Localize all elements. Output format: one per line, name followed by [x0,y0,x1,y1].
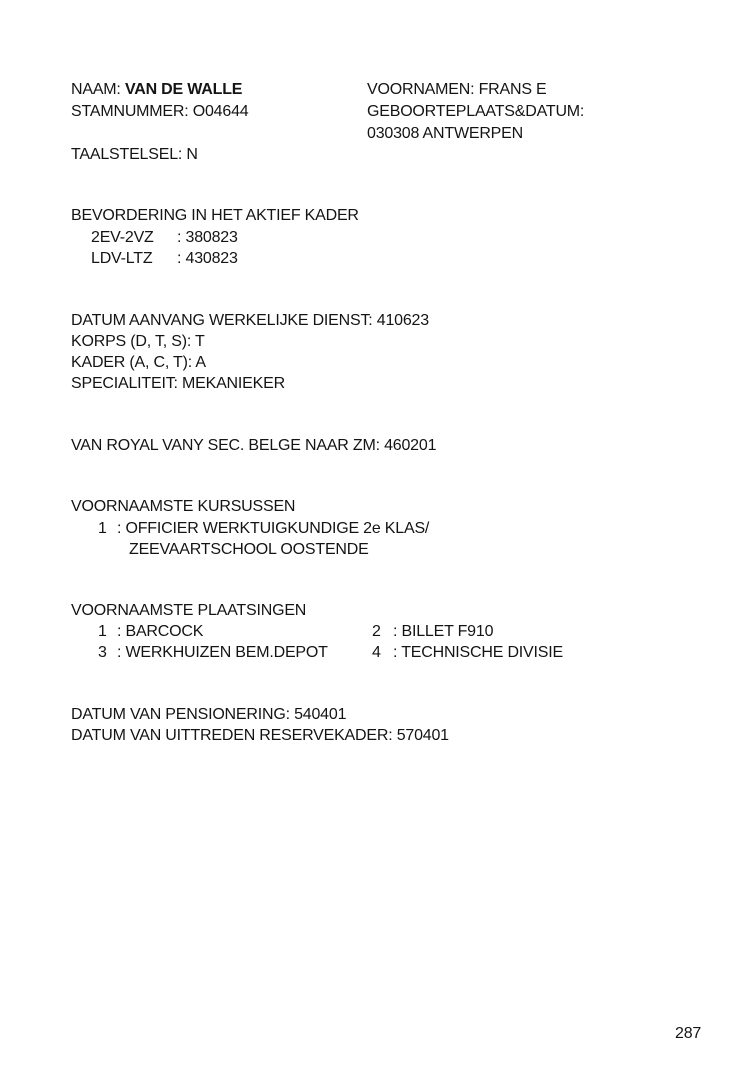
aanvang-dienst: DATUM AANVANG WERKELIJKE DIENST: 410623 [71,312,429,329]
kader: KADER (A, C, T): A [71,354,206,371]
bevordering-rank-1: 2EV-2VZ [91,229,154,246]
taalstelsel: TAALSTELSEL: N [71,146,198,163]
kursus-line-2: ZEEVAARTSCHOOL OOSTENDE [129,541,369,558]
korps: KORPS (D, T, S): T [71,333,205,350]
kursus-num-1: 1 [98,520,107,537]
plaatsing-text-4: : TECHNISCHE DIVISIE [393,644,563,661]
pensionering: DATUM VAN PENSIONERING: 540401 [71,706,347,723]
geboorte-value: 030308 ANTWERPEN [367,125,523,142]
stamnummer: STAMNUMMER: O04644 [71,103,249,120]
name-label: NAAM: [71,81,121,98]
voornamen: VOORNAMEN: FRANS E [367,81,547,98]
plaatsing-num-1: 1 [98,623,107,640]
royal-navy-transfer: VAN ROYAL VANY SEC. BELGE NAAR ZM: 460201 [71,437,437,454]
plaatsingen-title: VOORNAAMSTE PLAATSINGEN [71,602,307,619]
name-line [71,80,242,100]
geboorte-label: GEBOORTEPLAATS&DATUM: [367,103,585,120]
specialiteit: SPECIALITEIT: MEKANIEKER [71,375,285,392]
page-number: 287 [675,1025,702,1042]
bevordering-rank-2: LDV-LTZ [91,250,153,267]
plaatsing-num-3: 3 [98,644,107,661]
bevordering-date-1: : 380823 [177,229,238,246]
bevordering-title: BEVORDERING IN HET AKTIEF KADER [71,207,359,224]
plaatsing-text-3: : WERKHUIZEN BEM.DEPOT [117,644,328,661]
bevordering-date-2: : 430823 [177,250,238,267]
plaatsing-num-2: 2 [372,623,381,640]
name-value: VAN DE WALLE [124,81,243,98]
kursussen-title: VOORNAAMSTE KURSUSSEN [71,498,296,515]
plaatsing-text-2: : BILLET F910 [393,623,494,640]
uittreden-reservekader: DATUM VAN UITTREDEN RESERVEKADER: 570401 [71,727,449,744]
plaatsing-num-4: 4 [372,644,381,661]
kursus-line-1: : OFFICIER WERKTUIGKUNDIGE 2e KLAS/ [117,520,430,537]
plaatsing-text-1: : BARCOCK [117,623,204,640]
